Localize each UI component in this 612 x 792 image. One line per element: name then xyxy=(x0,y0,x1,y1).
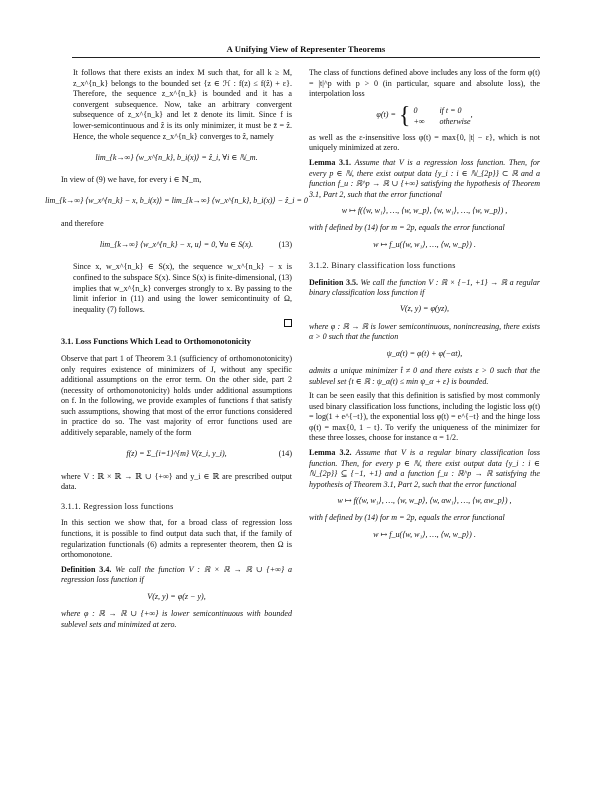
definition-text: We call the function V : ℝ × {−1, +1} → ℝ a regular binary classification loss function if xyxy=(309,277,540,298)
equation-text: lim_{k→∞} ⟨w_x^{n_k}, b_i(x)⟩ = ẑ_i, ∀i ∈ ℕ_m. xyxy=(95,152,258,162)
qed-square-icon xyxy=(284,319,292,327)
paragraph-class: The class of functions defined above includes any loss of the form φ(t) = |t|^p with p > 0 (in particular, square and absolute loss), the interpolation loss xyxy=(309,68,540,99)
equation-text: lim_{k→∞} ⟨w_x^{n_k} − x, u⟩ = 0, ∀u ∈ S(x). xyxy=(99,240,254,250)
paragraph-easily: It can be seen easily that this definition is satisfied by most commonly used binary classification loss functions, including the logistic loss φ(t) = log(1 + e^{−t}), the exponential loss φ(t) = e^{−t} and the hinge loss φ(t) = max{0, 1 − t}. To verify the uniqueness of the minimizer for these three losses, choose for instance α = 1/2. xyxy=(309,391,540,443)
left-column xyxy=(45,68,308,634)
paragraph-regression: In this section we show that, for a broad class of regression loss functions, it is possible to find output data such that, if the family of regularization functionals (6) admits a representer theorem, then Ω is orthomonotone. xyxy=(61,518,292,560)
equation-text: w ↦ f(⟨w, w₁⟩, …, ⟨w, w_p⟩, ⟨w, w₁⟩, …, ⟨w, w_p⟩) , xyxy=(341,206,508,216)
definition-label: Definition 3.5. xyxy=(309,277,359,287)
equation-text: ψ_α(t) = φ(t) + φ(−αt), xyxy=(386,348,463,358)
lemma-text: Assume that V is a regression loss function. Then, for every p ∈ ℕ, there exist output data {y_i : i ∈ ℕ_{2p}} ⊂ ℝ and a function f_u : ℝ^p → ℝ ∪ {+∞} satisfying the hypothesis of Theorem 3.1, Part 2, such that the error functional xyxy=(309,157,540,199)
equation-14 xyxy=(61,443,292,467)
proof-paragraph-therefore: and therefore xyxy=(61,218,104,228)
paragraph-observe: Observe that part 1 of Theorem 3.1 (sufficiency of orthomonotonicity) only requires existence of minimizers of J, without any specific additional assumptions on the error term. On the other side, part 2 (necessity of orthomonotonicity) holds under additional assumptions on f. In the following, we provide examples of functions f that satisfy such assumptions, showing that most of the error functions considered in practice do so. The vast majority of error functions used are additively separable, namely of the form xyxy=(61,353,292,438)
case-2-condition: otherwise xyxy=(439,116,471,126)
definition-tail: admits a unique minimizer t̂ ≠ 0 and there exists ε > 0 such that the sublevel set {t ∈ ℝ : ψ_α(t) ≤ min ψ_α + ε} is bounded. xyxy=(309,365,540,386)
equation-classification-loss xyxy=(309,303,540,317)
lemma-text: Assume that V is a regular binary classification loss function. Then, for every p ∈ ℕ, there exist output data {y_i : i ∈ ℕ_{2p}} ⊆ {−1, +1} and a function f_u : ℝ^p → ℝ satisfying the hypothesis of Theorem 3.1, Part 2, such that the error functional xyxy=(309,448,541,489)
definition-text: We call the function V : ℝ × ℝ → ℝ ∪ {+∞} a regression loss function if xyxy=(61,564,293,585)
equation-limit-2 xyxy=(45,190,308,214)
case-1-value: 0 xyxy=(413,105,418,115)
lemma-3-2 xyxy=(309,448,540,490)
lemma-mid: with f defined by (14) for m = 2p, equals the error functional xyxy=(309,513,505,523)
definition-3-4 xyxy=(61,565,292,586)
piecewise-function xyxy=(376,104,472,128)
proof-paragraph-intro: It follows that there exists an index M such that, for all k ≥ M, z_x^{n_k} belongs to the bounded set {z ∈ ℋ : f(z) ≤ f(ẑ) + ε}. Therefore, the sequence z_x^{n_k} is bounded and it has a convergent subsequence. Now, take an arbitrary convergent subsequence of z_x^{n_k} and let z̄ denote its limit. Since f is lower-semicontinuous and ẑ is its only minimizer, it must be z̄ = ẑ. Hence, the whole sequence z_x^{n_k} converges to ẑ, namely xyxy=(73,68,292,141)
equation-tail: , xyxy=(470,110,473,120)
equation-text: w ↦ f_u(⟨w, w₁⟩, …, ⟨w, w_p⟩) . xyxy=(373,239,476,249)
equation-lemma32-a xyxy=(309,494,540,508)
proof-paragraph-since: Since x, w_x^{n_k} ∈ S(x), the sequence w_x^{n_k} − x is confined to the subspace S(x). Since S(x) is finite-dimensional, (13) implies that w_x^{n_k} converges strongly to x. By passing to the limit inferior in (11) and using the lower semicontinuity of Ω, inequality (7) follows. xyxy=(73,262,292,314)
equation-number: (13) xyxy=(278,240,292,250)
proof-paragraph-view: In view of (9) we have, for every i ∈ ℕ_m, xyxy=(61,175,202,185)
cases-block xyxy=(413,105,470,127)
case-2-value: +∞ xyxy=(413,116,425,126)
paragraph-eps: as well as the ε-insensitive loss φ(t) = max{0, |t| − ε}, which is not uniquely minimized at zero. xyxy=(309,132,540,153)
equation-text: w ↦ f_u(⟨w, w₁⟩, …, ⟨w, w_p⟩) . xyxy=(373,529,476,539)
equation-text: V(z, y) = φ(yz), xyxy=(400,304,449,314)
equation-number: (14) xyxy=(278,449,292,459)
subsection-heading: 3.1.2. Binary classification loss functions xyxy=(309,260,456,270)
equation-text: lim_{k→∞} ⟨w_x^{n_k} − x, b_i(x)⟩ = lim_{k→∞} ⟨w_x^{n_k}, b_i(x)⟩ − ẑ_i = 0 xyxy=(45,196,308,206)
equation-text: f(z) = Σ_{i=1}^{m} V(z_i, y_i), xyxy=(126,449,227,459)
equation-regression-loss xyxy=(61,590,292,604)
equation-13 xyxy=(61,233,292,257)
definition-label: Definition 3.4. xyxy=(61,564,112,574)
equation-lemma31-a xyxy=(309,204,540,218)
subsection-heading: 3.1.1. Regression loss functions xyxy=(61,501,174,511)
equation-lemma31-b xyxy=(309,238,540,252)
right-column xyxy=(309,68,540,547)
section-heading: 3.1. Loss Functions Which Lead to Orthomonotonicity xyxy=(61,337,251,347)
header-rule xyxy=(72,57,540,58)
definition-mid: where φ : ℝ → ℝ is lower semicontinuous, nonincreasing, there exists α > 0 such that the function xyxy=(309,321,540,342)
lemma-label: Lemma 3.2. xyxy=(309,448,352,458)
definition-3-5 xyxy=(309,278,540,299)
equation-text: V(z, y) = φ(z − y), xyxy=(147,591,206,601)
case-1-condition: if t = 0 xyxy=(439,105,462,115)
lemma-mid: with f defined by (14) for m = 2p, equals the error functional xyxy=(309,223,505,233)
paragraph-where: where V : ℝ × ℝ → ℝ ∪ {+∞} and y_i ∈ ℝ are prescribed output data. xyxy=(61,471,292,492)
equation-interpolation-loss xyxy=(309,104,540,128)
phi-lhs: φ(t) = xyxy=(376,110,396,120)
equation-lemma32-b xyxy=(309,528,540,542)
lemma-label: Lemma 3.1. xyxy=(309,157,352,167)
lemma-3-1 xyxy=(309,158,540,200)
running-title: A Unifying View of Representer Theorems xyxy=(226,44,386,54)
definition-tail: where φ : ℝ → ℝ ∪ {+∞} is lower semicontinuous with bounded sublevel sets and minimized at zero. xyxy=(61,609,292,629)
equation-text: w ↦ f(⟨w, w₁⟩, …, ⟨w, w_p⟩, ⟨w, αw₁⟩, …, ⟨w, αw_p⟩) , xyxy=(337,496,512,506)
equation-psi xyxy=(309,347,540,361)
left-brace-icon: { xyxy=(398,102,411,129)
equation-limit-1 xyxy=(61,146,292,170)
